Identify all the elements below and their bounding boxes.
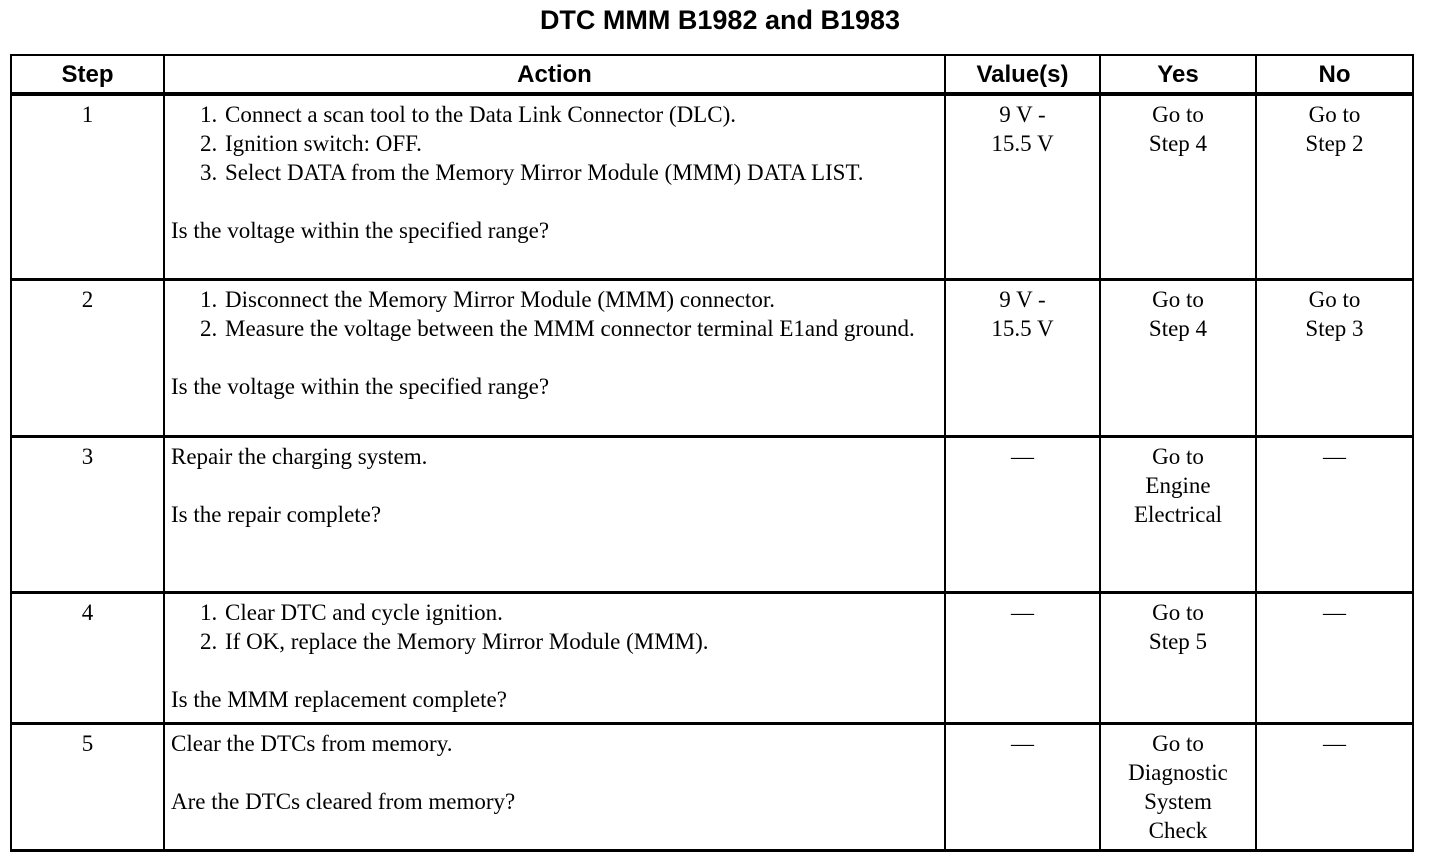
step-number: 5 [11,723,164,850]
value-cell [945,94,1100,279]
page-title: DTC MMM B1982 and B1983 [539,5,901,35]
value-line: — [1011,600,1034,626]
header-row [11,55,1413,94]
table-row [11,94,1413,279]
action-step: 1. Connect a scan tool to the Data Link Connector (DLC). [223,100,938,129]
action-text: Repair the charging system. [171,444,428,470]
no-line: Step 2 [1305,131,1364,156]
yes-line: Engine [1145,473,1211,499]
step-number: 1 [11,94,164,279]
no-line: — [1323,600,1346,626]
yes-line: Electrical [1133,502,1223,528]
action-step: 2. Measure the voltage between the MMM connector terminal E1and ground. [223,314,938,343]
action-step: 2. If OK, replace the Memory Mirror Module (MMM). [223,627,938,656]
yes-line: Go to [1152,102,1204,127]
action-step: 3. Select DATA from the Memory Mirror Module (MMM) DATA LIST. [223,158,938,187]
header-values: Value(s) [945,55,1100,94]
header-yes: Yes [1100,55,1256,94]
value-cell [945,593,1100,723]
yes-line: Step 4 [1148,315,1208,341]
value-line: — [1011,730,1034,756]
value-cell [945,437,1100,593]
yes-line: System [1144,788,1212,814]
yes-cell [1100,593,1256,723]
action-question: Is the voltage within the specified range? [171,373,550,399]
yes-line: Diagnostic [1128,759,1228,785]
table-row [11,437,1413,593]
table-row [11,593,1413,723]
action-question: Are the DTCs cleared from memory? [171,788,516,814]
table-row [11,279,1413,436]
no-line: — [1323,444,1346,470]
action-steps-list [171,598,938,656]
action-cell [164,593,945,723]
no-cell [1256,723,1413,850]
action-steps-list [171,100,938,187]
table-row [11,723,1413,850]
action-question: Is the voltage within the specified range? [171,218,550,243]
yes-line: Check [1148,817,1208,843]
yes-cell [1100,437,1256,593]
yes-line: Step 4 [1148,131,1208,156]
yes-line: Go to [1152,730,1204,756]
no-cell [1256,593,1413,723]
value-cell [945,279,1100,436]
action-steps-list [171,285,938,343]
action-cell [164,94,945,279]
no-cell [1256,279,1413,436]
action-question: Is the repair complete? [171,502,382,528]
yes-line: Go to [1152,286,1204,312]
step-number: 4 [11,593,164,723]
no-cell [1256,437,1413,593]
yes-cell [1100,94,1256,279]
value-line: — [1011,444,1034,470]
yes-cell [1100,279,1256,436]
no-line: Step 3 [1305,315,1364,341]
yes-line: Step 5 [1148,629,1208,655]
action-cell [164,437,945,593]
no-cell [1256,94,1413,279]
yes-line: Go to [1152,444,1204,470]
action-step: 2. Ignition switch: OFF. [223,129,938,158]
action-step: 1. Clear DTC and cycle ignition. [223,598,938,627]
value-line: 9 V - [999,286,1046,312]
no-line: — [1323,730,1346,756]
header-action: Action [164,55,945,94]
value-line: 15.5 V [991,131,1054,156]
header-step: Step [11,55,164,94]
action-step: 1. Disconnect the Memory Mirror Module (MMM) connector. [223,285,938,314]
yes-cell [1100,723,1256,850]
header-no: No [1256,55,1413,94]
diagnostic-table [10,54,1414,852]
value-line: 9 V - [999,102,1046,127]
value-line: 15.5 V [991,315,1054,341]
action-text: Clear the DTCs from memory. [171,730,453,756]
action-cell [164,279,945,436]
action-question: Is the MMM replacement complete? [171,687,507,713]
no-line: Go to [1308,102,1361,127]
no-line: Go to [1308,286,1361,312]
action-cell [164,723,945,850]
step-number: 3 [11,437,164,593]
step-number: 2 [11,279,164,436]
yes-line: Go to [1152,600,1204,626]
value-cell [945,723,1100,850]
